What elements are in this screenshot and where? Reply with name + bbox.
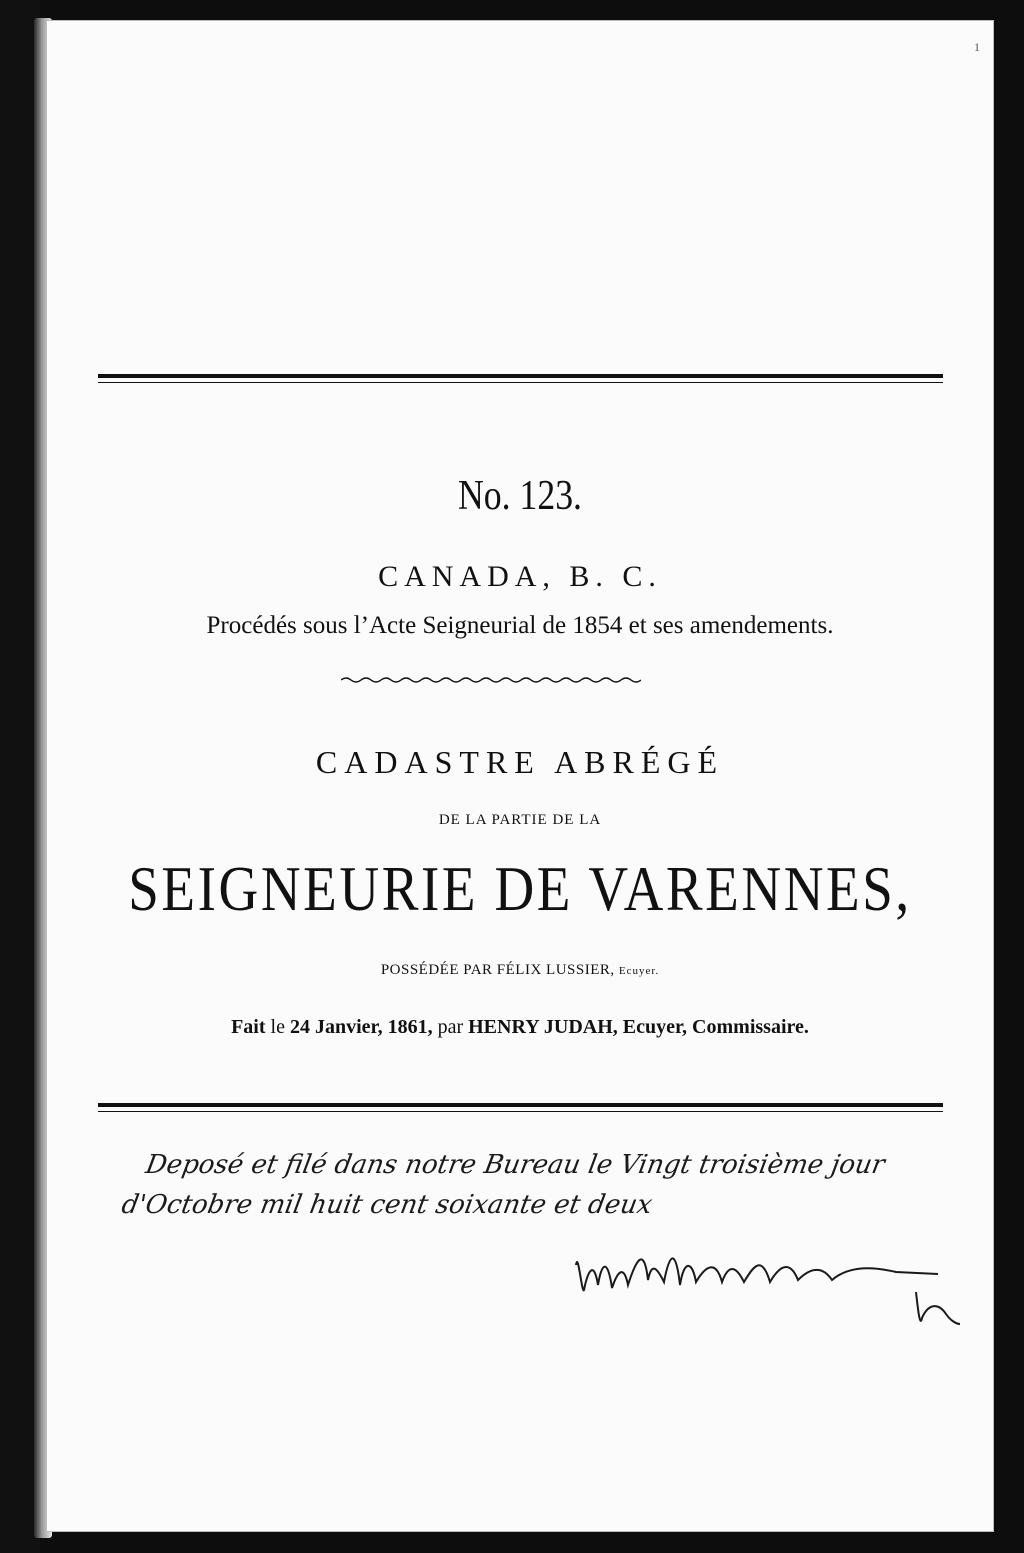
document-page (46, 20, 994, 1532)
made-par: par (437, 1016, 464, 1038)
bottom-double-rule (98, 1103, 943, 1112)
page-number: 1 (974, 40, 980, 54)
seigneurie-heading: SEIGNEURIE DE VARENNES, (128, 853, 912, 924)
proceedings-line: Procédés sous l’Acte Seigneurial de 1854 et ses amendements. (206, 612, 834, 639)
handwritten-line-1: Deposé et filé dans notre Bureau le Vingt troisième jour (143, 1150, 887, 1180)
document-title: CADASTRE ABRÉGÉ (315, 744, 725, 780)
owner-line (46, 962, 994, 979)
wavy-divider (341, 675, 641, 685)
made-date: 24 Janvier, 1861, (289, 1016, 433, 1038)
document-number: No. 123. (458, 473, 582, 519)
handwritten-signature (566, 1230, 966, 1340)
document-subtitle: DE LA PARTIE DE LA (438, 812, 602, 828)
owner-name: POSSÉDÉE PAR FÉLIX LUSSIER, (380, 962, 615, 978)
made-line (46, 1016, 994, 1039)
made-le: le (270, 1016, 285, 1038)
commissioner: HENRY JUDAH, Ecuyer, Commissaire. (468, 1016, 809, 1038)
made-prefix: Fait (231, 1016, 266, 1038)
handwritten-line-2: d'Octobre mil huit cent soixante et deux (119, 1190, 655, 1220)
top-double-rule (98, 374, 943, 383)
place-heading: CANADA, B. C. (378, 560, 662, 593)
owner-title: Ecuyer. (618, 965, 660, 977)
